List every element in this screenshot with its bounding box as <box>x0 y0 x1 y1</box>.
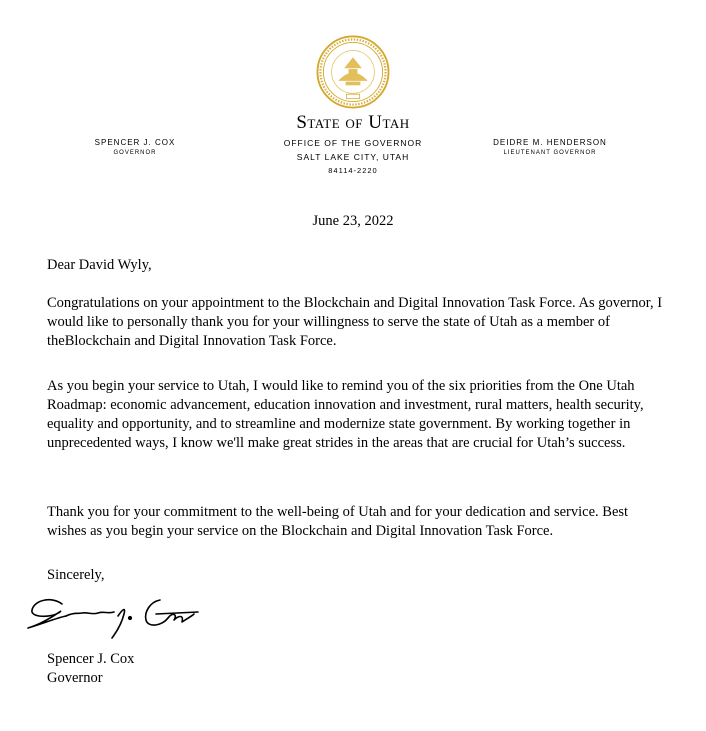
lieutenant-governor-block <box>450 138 650 156</box>
governor-title: GOVERNOR <box>113 150 157 156</box>
letter-date: June 23, 2022 <box>312 213 394 229</box>
state-title: State of Utah <box>296 112 410 133</box>
paragraph: Congratulations on your appointment to the Blockchain and Digital Innovation Task Force. As governor, I would like to personally thank you for your willingness to serve the state of Utah as a member of theBlockchain and Digital Innovation Task Force. <box>47 295 663 349</box>
signer-title: Governor <box>47 670 103 686</box>
state-seal-icon <box>316 35 390 109</box>
paragraph: As you begin your service to Utah, I would like to remind you of the six priorities from the One Utah Roadmap: economic advancement, education innovation and investment, rural matters, health security, equality and opportunity, and to streamline and modernize state government. By working together in unprecedented ways, I know we'll make great strides in the areas that are crucial for Utah’s success. <box>47 378 644 451</box>
lieutenant-governor-name: DEIDRE M. HENDERSON <box>493 138 607 147</box>
salutation: Dear David Wyly, <box>47 257 152 273</box>
handwritten-signature-icon <box>22 588 202 644</box>
governor-name: SPENCER J. COX <box>94 138 176 147</box>
signer-block <box>47 650 667 688</box>
closing: Sincerely, <box>47 567 105 583</box>
lieutenant-governor-title: LIEUTENANT GOVERNOR <box>503 150 597 156</box>
signer-name: Spencer J. Cox <box>47 651 135 667</box>
office-name: OFFICE OF THE GOVERNOR <box>283 138 423 148</box>
governor-block <box>35 138 235 156</box>
office-zip: 84114-2220 <box>328 166 378 175</box>
office-city: SALT LAKE CITY, UTAH <box>296 152 410 162</box>
paragraph: Thank you for your commitment to the well-being of Utah and for your dedication and service. Best wishes as you begin your service on the Blockchain and Digital Innovation Task Force. <box>47 504 629 539</box>
